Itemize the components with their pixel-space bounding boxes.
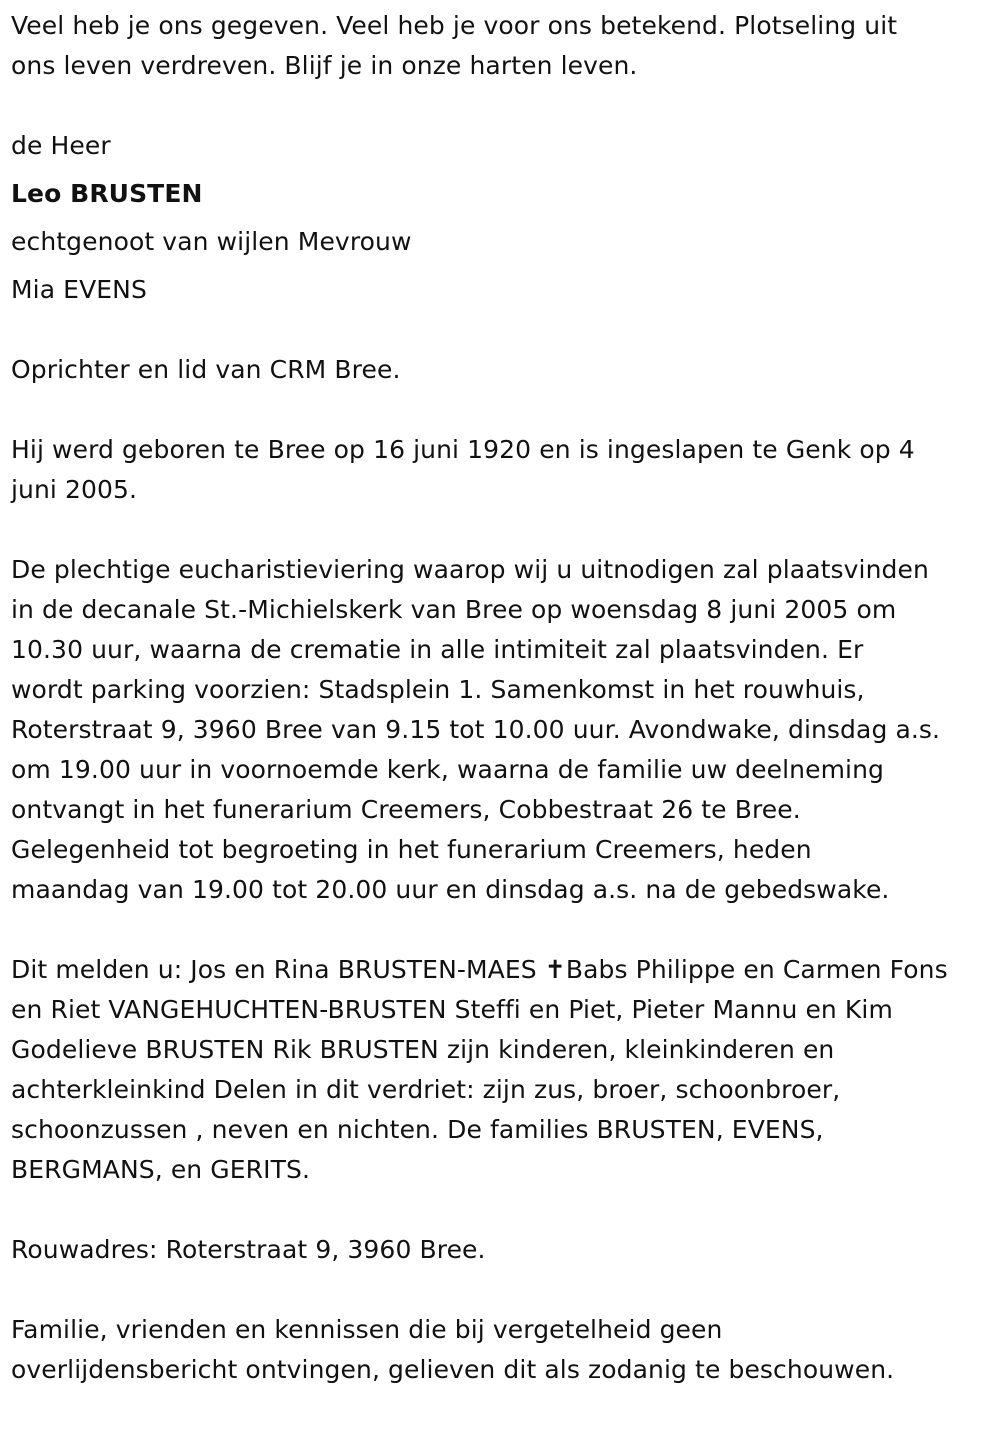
ceremony-line-6: om 19.00 uur in voornoemde kerk, waarna de familie uw deelneming <box>11 755 885 784</box>
family-line-4: achterkleinkind Delen in dit verdriet: zijn zus, broer, schoonbroer, <box>11 1075 841 1104</box>
ceremony-line-3: 10.30 uur, waarna de crematie in alle intimiteit zal plaatsvinden. Er <box>11 635 864 664</box>
closing-line-2: overlijdensbericht ontvingen, gelieven dit als zodanig te beschouwen. <box>11 1355 895 1384</box>
salutation: de Heer <box>11 131 111 160</box>
birth-line-2: juni 2005. <box>11 475 138 504</box>
birth-paragraph <box>11 430 991 510</box>
family-line-6: BERGMANS, en GERITS. <box>11 1155 310 1184</box>
family-line-3: Godelieve BRUSTEN Rik BRUSTEN zijn kinderen, kleinkinderen en <box>11 1035 835 1064</box>
family-line-5: schoonzussen , neven en nichten. De families BRUSTEN, EVENS, <box>11 1115 824 1144</box>
ceremony-line-1: De plechtige eucharistieviering waarop wij u uitnodigen zal plaatsvinden <box>11 555 929 584</box>
family-paragraph <box>11 950 991 1190</box>
ceremony-line-4: wordt parking voorzien: Stadsplein 1. Samenkomst in het rouwhuis, <box>11 675 865 704</box>
ceremony-line-5: Roterstraat 9, 3960 Bree van 9.15 tot 10.00 uur. Avondwake, dinsdag a.s. <box>11 715 941 744</box>
ceremony-paragraph <box>11 550 991 910</box>
family-line-1: Dit melden u: Jos en Rina BRUSTEN-MAES ✝Babs Philippe en Carmen Fons <box>11 955 948 984</box>
founder-paragraph <box>11 350 991 390</box>
closing-line-1: Familie, vrienden en kennissen die bij vergetelheid geen <box>11 1315 723 1344</box>
deceased-name: Leo BRUSTEN <box>11 179 203 208</box>
ceremony-line-9: maandag van 19.00 tot 20.00 uur en dinsdag a.s. na de gebedswake. <box>11 875 890 904</box>
ceremony-line-8: Gelegenheid tot begroeting in het funerarium Creemers, heden <box>11 835 812 864</box>
ceremony-line-7: ontvangt in het funerarium Creemers, Cobbestraat 26 te Bree. <box>11 795 801 824</box>
spouse-name: Mia EVENS <box>11 275 147 304</box>
obituary-notice <box>11 6 991 1430</box>
founder-line: Oprichter en lid van CRM Bree. <box>11 355 401 384</box>
spouse-line: echtgenoot van wijlen Mevrouw <box>11 227 412 256</box>
address-paragraph <box>11 1230 991 1270</box>
intro-verse <box>11 6 991 86</box>
closing-paragraph <box>11 1310 991 1390</box>
family-line-2: en Riet VANGEHUCHTEN-BRUSTEN Steffi en Piet, Pieter Mannu en Kim <box>11 995 893 1024</box>
address-line: Rouwadres: Roterstraat 9, 3960 Bree. <box>11 1235 486 1264</box>
intro-line-1: Veel heb je ons gegeven. Veel heb je voor ons betekend. Plotseling uit <box>11 11 898 40</box>
intro-line-2: ons leven verdreven. Blijf je in onze harten leven. <box>11 51 638 80</box>
birth-line-1: Hij werd geboren te Bree op 16 juni 1920 en is ingeslapen te Genk op 4 <box>11 435 915 464</box>
ceremony-line-2: in de decanale St.-Michielskerk van Bree op woensdag 8 juni 2005 om <box>11 595 897 624</box>
